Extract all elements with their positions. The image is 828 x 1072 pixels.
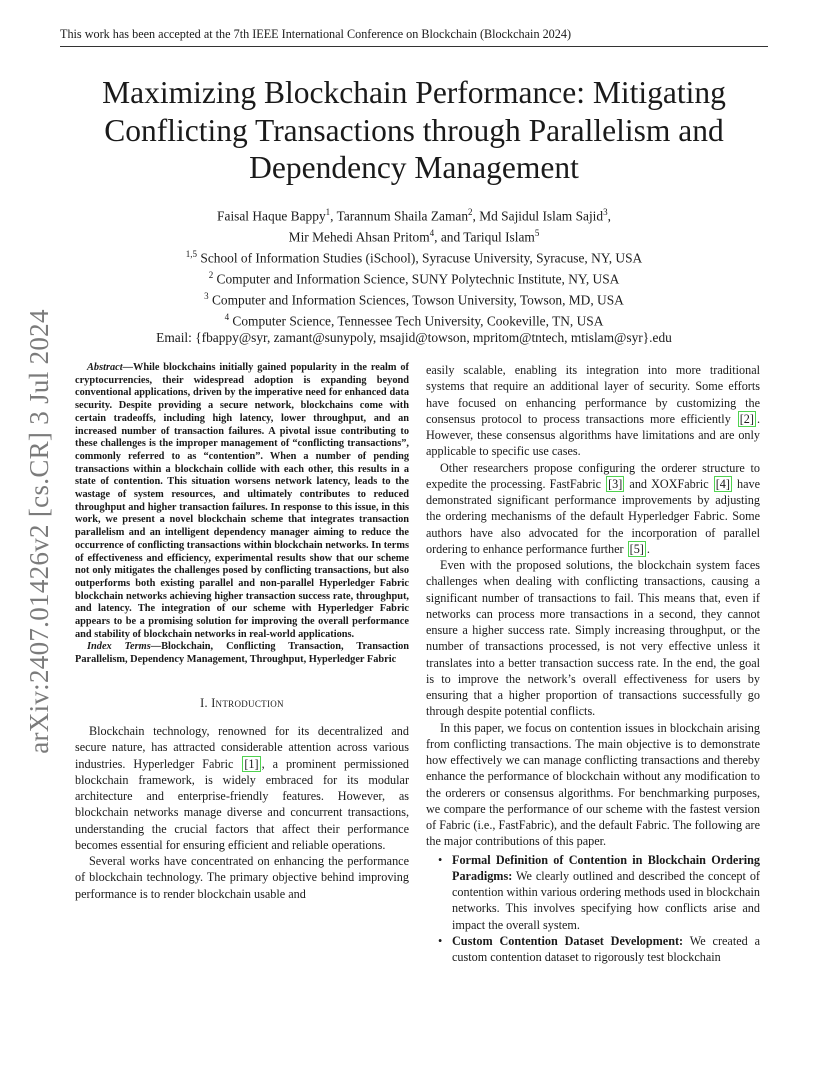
citation-link[interactable]: [2]	[739, 411, 754, 426]
affiliation-text: Computer Science, Tennessee Tech University, Cookeville, TN, USA	[229, 313, 604, 329]
affiliation-mark: 3	[204, 290, 209, 301]
author-line-2	[60, 225, 768, 246]
body-paragraph: Several works have concentrated on enhancing the performance of blockchain technology. The primary objective behind improving performance is to render blockchain usable and	[75, 854, 409, 901]
body-paragraph: Even with the proposed solutions, the blockchain system faces challenges when dealing with conflicting transactions, causing a significant number of transactions to fail. This means that, even if networks can process more transactions in a second, they cannot ensure a higher success rate. Simply increasing throughput, or the number of transactions processed, is not very effective unless it translates into a better transaction success rate. In the end, the goal is to improve the network’s overall effectiveness for users by ensuring that a higher proportion of transactions successfully go through despite potential conflicts.	[426, 558, 760, 719]
affiliation-mark: 1,5	[185, 248, 198, 259]
affiliation-mark: 2	[208, 269, 214, 280]
list-item	[426, 852, 760, 933]
author-emails: Email: {fbappy@syr, zamant@sunypoly, msajid@towson, mpritom@tntech, mtislam@syr}.edu	[156, 329, 672, 345]
author-separator: ,	[607, 208, 611, 224]
citation-link[interactable]: [5]	[629, 541, 644, 556]
arxiv-identifier-text: arXiv:2407.01426v2 [cs.CR] 3 Jul 2024	[23, 308, 54, 754]
conference-acceptance-note: This work has been accepted at the 7th IEEE International Conference on Blockchain (Blockchain 2024)	[60, 26, 768, 47]
body-paragraph-continued	[426, 362, 760, 460]
paragraph-text: , a prominent permissioned blockchain framework, is widely embraced for its modular architecture and enterprise-friendly features. However, as blockchain networks manage diverse and concurrent transactions, understanding the crucial factors that affect their performance becomes essential for ensuring efficient and reliable operations.	[75, 756, 409, 852]
affiliation-text: Computer and Information Science, SUNY Polytechnic Institute, NY, USA	[213, 271, 620, 287]
author-affiliation-mark: 2	[468, 207, 473, 217]
paragraph-text: Blockchain technology, renowned for its decentralized and secure nature, has attracted considerable attention across various industries. Hyperledger Fabric	[75, 724, 409, 771]
list-item-text: We clearly outlined and described the concept of contention within various ordering methods used in blockchain networks. This involves specifying how conflicts arise and impact the overall system.	[452, 868, 760, 932]
paragraph-text: .	[646, 541, 650, 556]
contributions-list	[426, 852, 760, 966]
citation-link[interactable]: [3]	[608, 476, 623, 491]
citation-link[interactable]: [1]	[244, 756, 259, 771]
paragraph-text: Other researchers propose configuring the orderer structure to expedite the processing. FastFabric	[426, 460, 760, 491]
paper-title: Maximizing Blockchain Performance: Mitigating Conflicting Transactions through Parallelism and Dependency Management	[102, 75, 726, 185]
author-affiliation-mark: 5	[534, 227, 540, 238]
author-name: , Md Sajidul Islam Sajid	[472, 208, 604, 224]
paragraph-text: . However, these consensus algorithms have limitations and are only applicable to specific use cases.	[426, 411, 760, 459]
affiliation-line	[60, 309, 768, 330]
author-name: , and Tariqul Islam	[434, 229, 535, 245]
index-terms-text: —Blockchain, Conflicting Transaction, Transaction Parallelism, Dependency Management, Throughput, Hyperledger Fabric	[75, 641, 410, 666]
affiliation-text: Computer and Information Sciences, Towson University, Towson, MD, USA	[208, 292, 624, 308]
index-terms	[75, 641, 409, 666]
body-paragraph: In this paper, we focus on contention issues in blockchain arising from conflicting transactions. The main objective is to demonstrate how effectively we can manage conflicting transactions and thereby enhance the performance of blockchain without any modification to the orderers or consensus algorithms. For benchmarking purposes, we compare the performance of our scheme with the fastest version of Fabric (i.e., FastFabric), and the default Fabric. The following are the major contributions of this paper.	[426, 720, 760, 849]
author-name: Faisal Haque Bappy	[217, 208, 326, 224]
author-affiliation-mark: 4	[429, 227, 435, 238]
author-affiliation-mark: 1	[325, 207, 331, 217]
author-block	[60, 204, 768, 346]
list-item-heading: Custom Contention Dataset Development:	[452, 933, 684, 948]
paragraph-text: and XOXFabric	[625, 476, 713, 491]
abstract-label: Abstract	[87, 362, 123, 373]
citation-link[interactable]: [4]	[715, 476, 730, 491]
list-item-text: We created a custom contention dataset to rigorously test blockchain	[452, 933, 760, 964]
list-item-heading: Formal Definition of Contention in Blockchain Ordering Paradigms:	[452, 852, 760, 883]
affiliation-line	[60, 267, 768, 288]
section-heading-introduction: I. Introduction	[200, 695, 284, 710]
author-name: , Tarannum Shaila Zaman	[330, 208, 469, 224]
paragraph-text: easily scalable, enabling its integration into more traditional systems that require an additional layer of security. Some efforts have focused on enhancing performance by customizing the consensus protocol to process transactions more efficiently	[426, 363, 760, 426]
body-paragraph	[75, 723, 409, 853]
abstract	[75, 362, 409, 641]
abstract-text: —While blockchains initially gained popularity in the realm of cryptocurrencies, their widespread adoption is expanding beyond conventional applications, driven by the imperative need for enhanced data security. Despite providing a secure network, blockchains come with certain tradeoffs, including high latency, lower throughput, and an increased number of transaction failures. A pivotal issue contributing to these challenges is the improper management of “conflicting transactions”, commonly referred to as “contention”. When a number of pending transactions within a blockchain collide with each other, this results in a state of contention. This situation worsens network latency, leads to the wastage of system resources, and ultimately contributes to reduced throughput and higher transaction failures. In response to this issue, in this work, we present a novel blockchain scheme that integrates transaction parallelism and an intelligent dependency manager aiming to reduce the occurrence of conflicting transactions within blockchain networks. In terms of effectiveness and efficiency, experimental results show that our scheme not only mitigates the challenges posed by conflicting transactions, but also outperforms both existing parallel and non-parallel Hyperledger Fabric blockchain networks achieving higher transaction success rate, throughput, and latency. The integration of our scheme with Hyperledger Fabric appears to be a promising solution for improving the overall performance and stability of blockchain networks in real-world applications.	[75, 362, 409, 640]
right-column	[426, 362, 760, 965]
left-column	[75, 362, 409, 902]
author-line-1	[60, 204, 768, 225]
author-affiliation-mark: 3	[603, 207, 608, 217]
list-item	[426, 933, 760, 966]
index-terms-label: Index Terms	[87, 641, 151, 653]
arxiv-identifier-stamp	[14, 306, 64, 756]
affiliation-mark: 4	[224, 311, 230, 322]
affiliation-line	[60, 246, 768, 267]
affiliation-text: School of Information Studies (iSchool), Syracuse University, Syracuse, NY, USA	[197, 250, 643, 266]
author-name: Mir Mehedi Ahsan Pritom	[288, 229, 430, 245]
affiliation-line	[60, 288, 768, 309]
body-paragraph	[426, 460, 760, 558]
paragraph-text: have demonstrated significant performance improvements by adjusting the ordering mechanisms of the default Hyperledger Fabric. Some authors have also advocated for the incorporation of parallel ordering to enhance performance further	[426, 476, 761, 556]
